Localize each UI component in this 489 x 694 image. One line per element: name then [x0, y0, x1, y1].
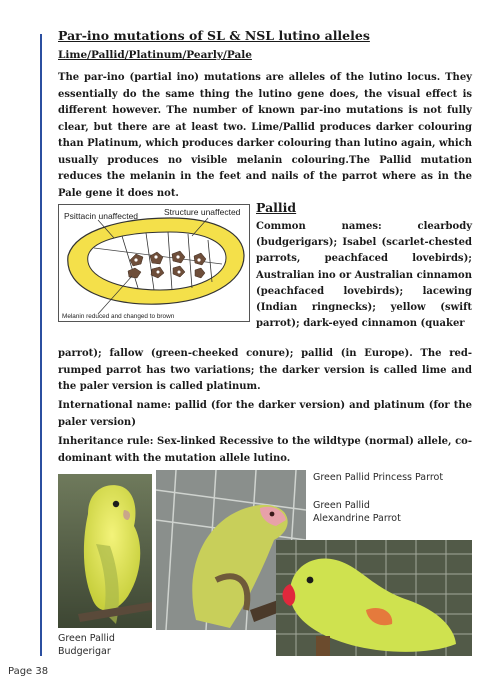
psittacin-label: Psittacin unaffected [64, 211, 139, 221]
caption-budgerigar-line1: Green Pallid [58, 633, 115, 644]
caption-budgerigar-line2: Budgerigar [58, 646, 111, 657]
main-content [58, 28, 472, 202]
feather-diagram-svg [58, 204, 250, 322]
page-number: Page 38 [8, 666, 49, 677]
structure-label: Structure unaffected [164, 207, 241, 217]
pallid-title: Pallid [256, 200, 297, 215]
common-names-paragraph: Common names: clearbody (budgerigars); Isabel (scarlet-chested parrots, peachfaced lovebirds); Australian ino or Australian cinnamon (peachfaced lovebirds); lacewing (Indian ringnecks); yellow (swift parrot); dark-eyed cinnamon (quaker [256, 221, 472, 330]
alexandrine-parrot-photo [276, 540, 472, 656]
common-names-continued-text: parrot); fallow (green-cheeked conure); pallid (in Europe). The red-rumped parrot has two variations; the darker version is called lime and the paler version is called platinum. [58, 348, 472, 392]
margin-rule [40, 34, 42, 656]
pallid-section [256, 200, 472, 332]
caption-budgerigar [58, 632, 115, 658]
inheritance-rule-text: Inheritance rule: Sex-linked Recessive to the wildtype (normal) allele, co-dominant with the mutation allele lutino. [58, 436, 472, 464]
feather-diagram [58, 204, 250, 322]
caption-alexandrine-line2: Alexandrine Parrot [313, 513, 401, 524]
budgerigar-photo [58, 474, 152, 628]
caption-princess [313, 471, 443, 484]
page-subheading: Lime/Pallid/Platinum/Pearly/Pale [58, 49, 252, 61]
caption-alexandrine-line1: Green Pallid [313, 500, 370, 511]
page-heading: Par-ino mutations of SL & NSL lutino alleles [58, 28, 370, 43]
common-names-continued [58, 346, 472, 396]
inheritance-rule [58, 434, 472, 467]
international-name-text: International name: pallid (for the darker version) and platinum (for the paler version) [58, 400, 472, 428]
caption-princess-text: Green Pallid Princess Parrot [313, 472, 444, 483]
intro-paragraph: The par-ino (partial ino) mutations are alleles of the lutino locus. They essentially do the same thing the lutino gene does, the visual effect is different however. The number of known par-ino mutations is not fully clear, but there are at least two. Lime/Pallid produces darker colouring than Platinum, which produces darker colouring than lutino again, which usually produces no visible melanin colouring.The Pallid mutation reduces the melanin in the feet and nails of the parrot where as in the Pale gene it does not. [58, 72, 472, 199]
caption-alexandrine [313, 499, 401, 525]
international-name [58, 398, 472, 431]
melanin-label: Melanin reduced and changed to brown [62, 313, 175, 320]
